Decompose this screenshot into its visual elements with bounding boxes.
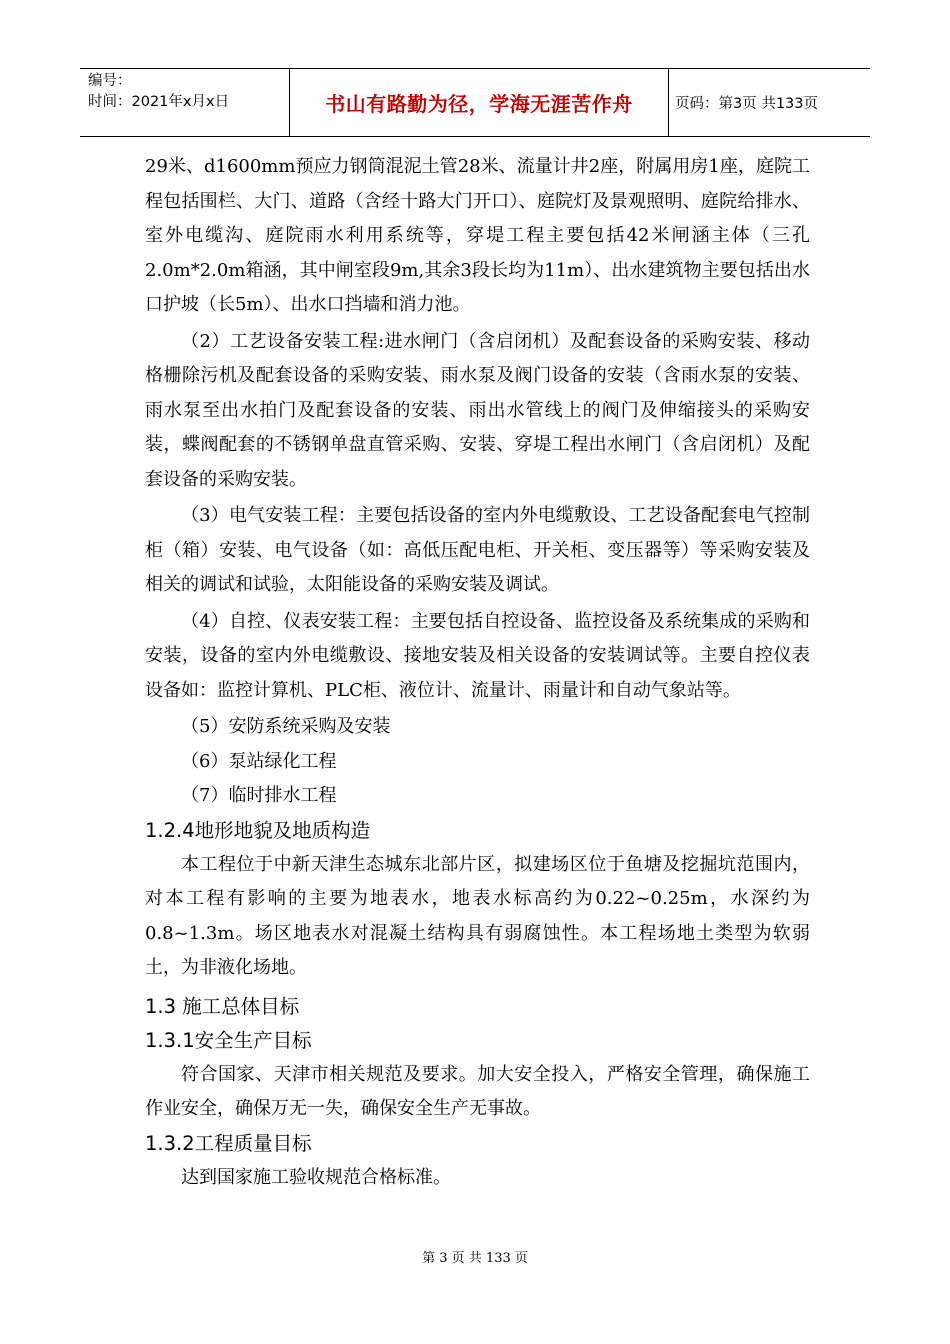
page-footer: 第 3 页 共 133 页 (422, 1251, 528, 1266)
list-item-security: （5）安防系统采购及安装 (181, 716, 391, 737)
page-header (80, 68, 870, 137)
paragraph-safety: 符合国家、天津市相关规范及要求。加大安全投入，严格安全管理，确保施工作业安全，确保万无一失，确保安全生产无事故。 (145, 1063, 810, 1119)
paragraph-continued: 29米、d1600mm预应力钢筒混泥土管28米、流量计井2座，附属用房1座，庭院工程包括围栏、大门、道路（含经十路大门开口）、庭院灯及景观照明、庭院给排水、室外电缆沟、庭院雨水利用系统等，穿堤工程主要包括42米闸涵主体（三孔2.0m*2.0m箱涵，其中闸室段9m,其余3段长均为11m）、出水建筑物主要包括出水口护坡（长5m）、出水口挡墙和消力池。 (145, 156, 810, 315)
heading-1-3: 1.3 施工总体目标 (145, 994, 300, 1018)
paragraph-electrical: （3）电气安装工程：主要包括设备的室内外电缆敷设、工艺设备配套电气控制柜（箱）安装、电气设备（如：高低压配电柜、开关柜、变压器等）等采购安装及相关的调试和试验，太阳能设备的采购安装及调试。 (145, 505, 810, 595)
paragraph-terrain: 本工程位于中新天津生态城东北部片区，拟建场区位于鱼塘及挖掘坑范围内，对本工程有影响的主要为地表水，地表水标高约为0.22~0.25m，水深约为0.8~1.3m。场区地表水对混凝土结构具有弱腐蚀性。本工程场地土类型为软弱土，为非液化场地。 (145, 853, 810, 978)
list-item-greening: （6）泵站绿化工程 (181, 750, 337, 772)
paragraph-quality: 达到国家施工验收规范合格标准。 (181, 1166, 451, 1188)
header-meta (80, 69, 290, 136)
heading-1-3-2: 1.3.2工程质量目标 (145, 1131, 312, 1155)
paragraph-automation: （4）自控、仪表安装工程：主要包括自控设备、监控设备及系统集成的采购和安装，设备的室内外电缆敷设、接地安装及相关设备的安装调试等。主要自控仪表设备如：监控计算机、PLC柜、液位计、流量计、雨量计和自动气象站等。 (145, 610, 810, 701)
list-item-drainage: （7）临时排水工程 (181, 785, 337, 806)
header-motto: 书山有路勤为径，学海无涯苦作舟 (290, 69, 669, 136)
document-body (145, 150, 810, 1195)
document-number-label: 编号： (88, 73, 132, 89)
header-page-info: 页码：第3页 共133页 (675, 96, 819, 112)
heading-1-2-4: 1.2.4地形地貌及地质构造 (145, 818, 371, 842)
paragraph-process-equipment: （2）工艺设备安装工程:进水闸门（含启闭机）及配套设备的采购安装、移动格栅除污机及配套设备的采购安装、雨水泵及阀门设备的安装（含雨水泵的安装、雨水泵至出水拍门及配套设备的安装、雨出水管线上的阀门及伸缩接头的采购安装，蝶阀配套的不锈钢单盘直管采购、安装、穿堤工程出水闸门（含启闭机）及配套设备的采购安装。 (145, 330, 810, 490)
document-time-label: 时间：2021年x月x日 (88, 94, 230, 110)
heading-1-3-1: 1.3.1安全生产目标 (145, 1028, 312, 1052)
